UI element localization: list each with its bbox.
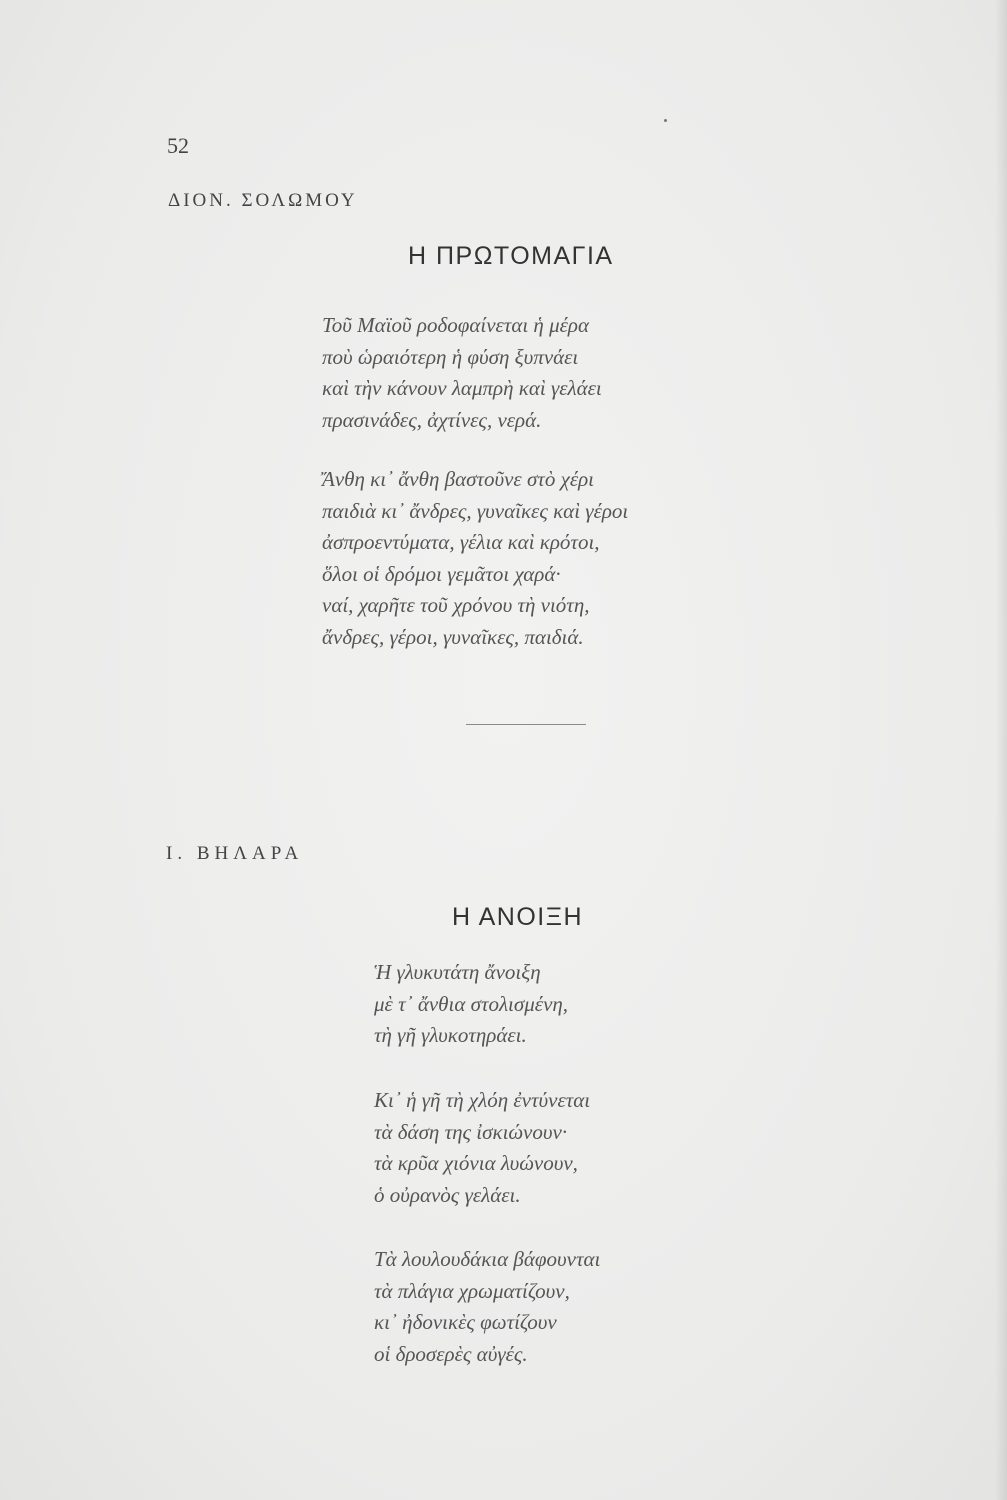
poem-line: πρασινάδες, ἀχτίνες, νερά. [322,407,542,432]
poem-stanza [322,464,628,653]
poem-line: καὶ τὴν κάνουν λαμπρὴ καὶ γελάει [322,376,602,400]
paper-speck [664,119,667,122]
poem-line: παιδιὰ κι᾽ ἄνδρες, γυναῖκες καὶ γέροι [322,498,629,523]
poem-line: οἱ δροσερὲς αὐγές. [374,1341,528,1366]
page-number: 52 [167,133,189,158]
poem-line: τὰ δάση της ἰσκιώνουν· [374,1119,568,1144]
poem-line: τὰ πλάγια χρωματίζουν, [374,1278,570,1303]
poem-author: Ι. ΒΗΛΑΡΑ [166,843,304,864]
poem-line: Τοῦ Μαϊοῦ ροδοφαίνεται ἡ μέρα [322,313,590,337]
page-edge-shadow [995,0,1007,1500]
poem-line: κι᾽ ἠδονικὲς φωτίζουν [374,1310,557,1334]
poem-title: Η ΑΝΟΙΞΗ [452,903,584,931]
poem-line: ὅλοι οἱ δρόμοι γεμᾶτοι χαρά· [322,561,561,586]
poem-line: ποὺ ὡραιότερη ἡ φύση ξυπνάει [322,344,579,369]
poem-stanza [374,1085,590,1211]
poem-title: Η ΠΡΩΤΟΜΑΓΙΑ [408,242,614,270]
poem-line: Κι᾽ ἡ γῆ τὴ χλόη ἐντύνεται [374,1088,591,1112]
poem-line: ἄνδρες, γέροι, γυναῖκες, παιδιά. [322,624,584,649]
poem-stanza [374,957,568,1052]
poem-line: τὰ κρῦα χιόνια λυώνουν, [374,1151,578,1175]
poem-line: Ἡ γλυκυτάτη ἄνοιξη [374,960,541,984]
poem-line: Τὰ λουλουδάκια βάφουνται [374,1247,601,1271]
poem-line: ἀσπροεντύματα, γέλια καὶ κρότοι, [322,530,600,554]
poem-stanza [322,310,602,436]
poem-line: ὁ οὐρανὸς γελάει. [374,1182,521,1207]
poem-author: ΔΙΟΝ. ΣΟΛΩΜΟΥ [168,190,358,211]
poem-line: μὲ τ᾽ ἄνθια στολισμένη, [374,991,569,1016]
poem-line: ναί, χαρῆτε τοῦ χρόνου τὴ νιότη, [322,593,590,617]
poem-line: Ἄνθη κι᾽ ἄνθη βαστοῦνε στὸ χέρι [322,467,595,491]
poem-line: τὴ γῆ γλυκοτηράει. [374,1023,527,1047]
section-divider [466,724,586,725]
poem-stanza [374,1244,600,1370]
